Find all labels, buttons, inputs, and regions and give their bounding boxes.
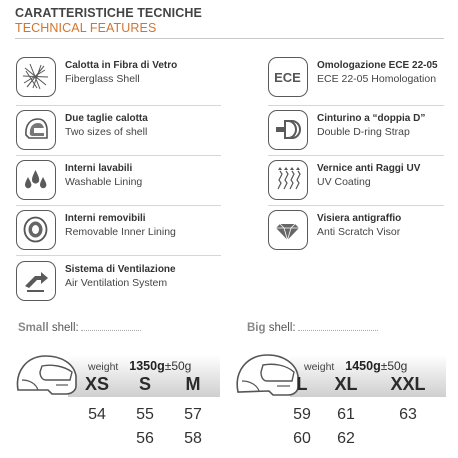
weight-value: 1450g [345, 359, 381, 373]
size-label: L [296, 374, 308, 394]
head-measure: 55 [136, 406, 154, 423]
big-shell-label [247, 322, 378, 334]
feature-label-it: Omologazione ECE 22-05 [317, 60, 438, 71]
feature-fiberglass [16, 57, 216, 97]
head-measure: 61 [337, 406, 355, 423]
ventilation-icon [16, 261, 56, 301]
feature-label-it: Sistema di Ventilazione [65, 264, 176, 275]
head-measure: 56 [136, 430, 154, 447]
ece-icon-text: ECE [274, 70, 301, 85]
feature-label-en: ECE 22-05 Homologation [317, 73, 437, 85]
uv-rays-icon [268, 160, 308, 200]
divider [16, 105, 221, 106]
size-label: S [138, 374, 151, 394]
fiberglass-icon [16, 57, 56, 97]
feature-washable [16, 160, 216, 200]
feature-ece [268, 57, 448, 97]
shell-size-name: Big [247, 322, 266, 334]
divider [268, 155, 444, 156]
head-measure: 58 [184, 430, 202, 447]
feature-label-it: Cinturino a “doppia D” [317, 113, 426, 124]
big-shell-weight [304, 359, 407, 373]
feature-label-it: Interni removibili [65, 213, 146, 224]
feature-label-en: Double D-ring Strap [317, 126, 410, 138]
feature-label-en: Removable Inner Lining [65, 226, 176, 238]
dotted-leader [298, 322, 378, 331]
feature-two-shells [16, 110, 216, 150]
weight-tolerance: ±50g [164, 359, 192, 373]
page-title-it: CARATTERISTICHE TECNICHE [15, 6, 202, 20]
shell-size-name: Small [18, 322, 49, 334]
head-measure: 57 [184, 406, 202, 423]
head-measure: 63 [399, 406, 417, 423]
head-measure: 62 [337, 430, 355, 447]
feature-label-it: Due taglie calotta [65, 113, 148, 124]
size-label: XL [334, 374, 358, 394]
feature-label-en: Anti Scratch Visor [317, 226, 401, 238]
weight-label: weight [88, 361, 119, 373]
small-helmet-icon [12, 350, 82, 402]
dotted-leader [81, 322, 141, 331]
removable-lining-icon [16, 210, 56, 250]
feature-anti-scratch [268, 210, 448, 250]
small-shell-weight [88, 359, 191, 373]
feature-label-en: Two sizes of shell [65, 126, 148, 138]
feature-label-it: Calotta in Fibra di Vetro [65, 60, 178, 71]
weight-value: 1350g [129, 359, 165, 373]
ece-icon [268, 57, 308, 97]
two-shells-icon [16, 110, 56, 150]
size-label: XS [84, 374, 109, 394]
divider [16, 255, 221, 256]
page-title-en: TECHNICAL FEATURES [15, 21, 157, 35]
weight-label: weight [304, 361, 335, 373]
feature-label-en: Washable Lining [65, 176, 143, 188]
feature-label-en: Fiberglass Shell [65, 73, 140, 85]
divider [16, 155, 221, 156]
shell-label-suffix: shell: [265, 322, 296, 334]
divider [268, 105, 444, 106]
feature-label-en: UV Coating [317, 176, 371, 188]
feature-label-it: Visiera antigraffio [317, 213, 402, 224]
weight-tolerance: ±50g [380, 359, 408, 373]
feature-d-ring [268, 110, 448, 150]
head-measure: 60 [293, 430, 311, 447]
size-label: M [185, 374, 201, 394]
feature-ventilation [16, 261, 216, 301]
feature-removable-lining [16, 210, 216, 250]
divider [16, 205, 221, 206]
feature-label-en: Air Ventilation System [65, 277, 168, 289]
head-measure: 59 [293, 406, 311, 423]
shell-label-suffix: shell: [48, 322, 79, 334]
feature-label-it: Interni lavabili [65, 163, 133, 174]
feature-label-it: Vernice anti Raggi UV [317, 163, 421, 174]
diamond-icon [268, 210, 308, 250]
size-label: XXL [390, 374, 426, 394]
drops-icon [16, 160, 56, 200]
small-shell-label [18, 322, 141, 334]
d-ring-icon [268, 110, 308, 150]
feature-uv-coating [268, 160, 448, 200]
head-measure: 54 [88, 406, 106, 423]
title-divider [15, 38, 444, 39]
divider [268, 205, 444, 206]
